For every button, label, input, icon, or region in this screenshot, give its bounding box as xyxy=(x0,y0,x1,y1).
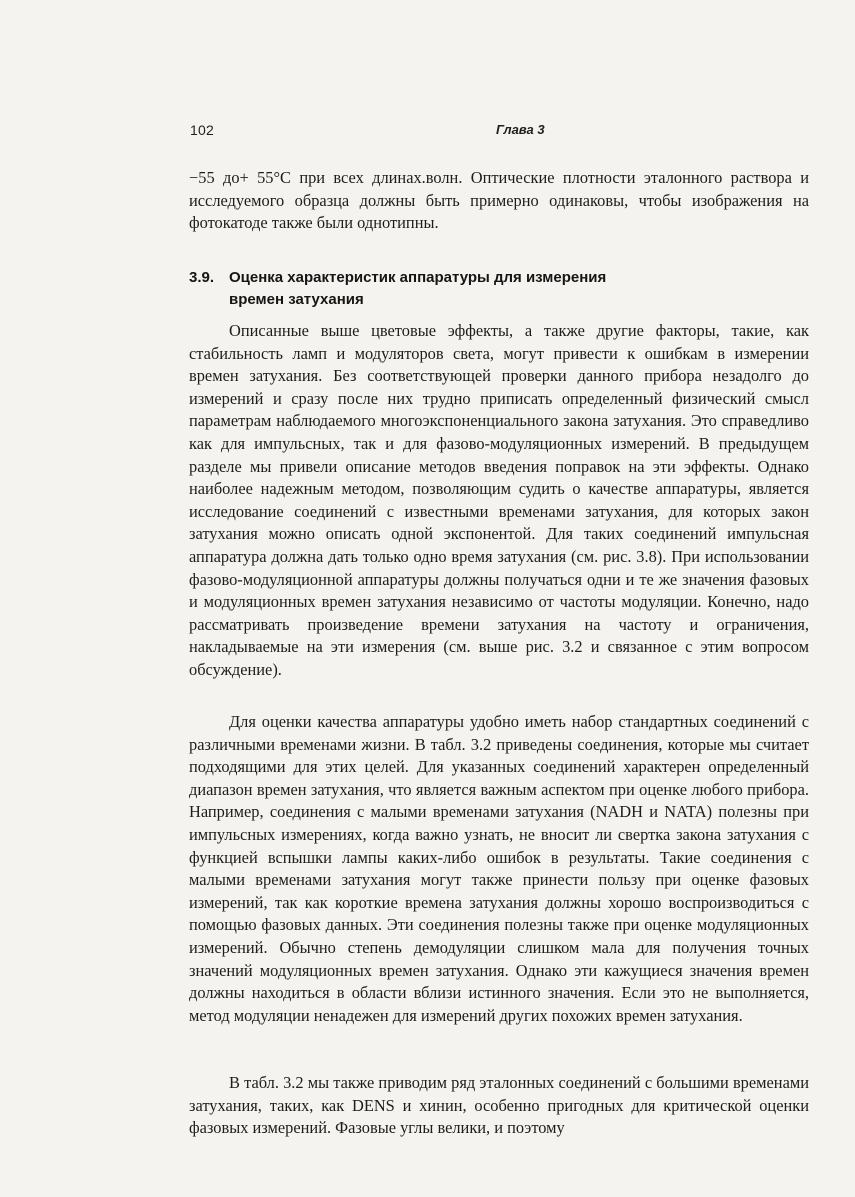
intro-paragraph: −55 до+ 55°С при всех длинах.волн. Оптические плотности эталонного раствора и исследуемого образца должны быть примерно одинаковы, чтобы изображения на фотокатоде также были однотипны. xyxy=(189,168,809,233)
section-heading xyxy=(189,267,809,311)
section-title-line2: времен затухания xyxy=(229,291,364,308)
page-number: 102 xyxy=(190,122,214,138)
page-header xyxy=(190,122,610,142)
body-paragraph: Для оценки качества аппаратуры удобно иметь набор стандартных соединений с различными временами жизни. В табл. 3.2 приведены соединения, которые мы считает подходящими для этих целей. Для указанных соединений характерен определенный диапазон времен затухания, что является важным аспектом при оценке любого прибора. Например, соединения с малыми временами затухания (NADH и NATA) полезны при импульсных измерениях, когда важно узнать, не вносит ли свертка закона затухания с функцией вспышки лампы каких-либо ошибок в результаты. Такие соединения с малыми временами затухания могут также принести пользу при оценке фазовых измерений, так как короткие времена затухания должны хорошо воспроизводиться с помощью фазовых данных. Эти соединения полезны также при оценке модуляционных измерений. Обычно степень демодуляции слишком мала для получения точных значений модуляционных времен затухания. Однако эти кажущиеся значения времен должны находиться в области вблизи истинного значения. Если это не выполняется, метод модуляции ненадежен для измерений других похожих времен затухания. xyxy=(189,712,809,1025)
section-number: 3.9. xyxy=(189,269,215,286)
section-title-line1: Оценка характеристик аппаратуры для измерения xyxy=(229,269,607,286)
body-paragraph: В табл. 3.2 мы также приводим ряд эталонных соединений с большими временами затухания, таких, как DENS и хинин, особенно пригодных для критической оценки фазовых измерений. Фазовые углы велики, и поэтому xyxy=(189,1073,809,1138)
body-paragraph: Описанные выше цветовые эффекты, а также другие факторы, такие, как стабильность ламп и модуляторов света, могут привести к ошибкам в измерении времен затухания. Без соответствующей проверки данного прибора незадолго до измерений и сразу после них трудно приписать определенный физический смысл параметрам наблюдаемого многоэкспоненциального закона затухания. Это справедливо как для импульсных, так и для фазово-модуляционных измерений. В предыдущем разделе мы привели описание методов введения поправок на эти эффекты. Однако наиболее надежным методом, позволяющим судить о качестве аппаратуры, является исследование соединений с известными временами затухания, для которых закон затухания можно описать одной экспонентой. Для таких соединений импульсная аппаратура должна дать только одно время затухания (см. рис. 3.8). При использовании фазово-модуляционной аппаратуры должны получаться одни и те же значения фазовых и модуляционных времен затухания независимо от частоты модуляции. Конечно, надо рассматривать произведение времени затухания на частоту и ограничения, накладываемые на эти измерения (см. выше рис. 3.2 и связанное с этим вопросом обсуждение). xyxy=(189,321,809,679)
running-head: Глава 3 xyxy=(496,122,545,137)
